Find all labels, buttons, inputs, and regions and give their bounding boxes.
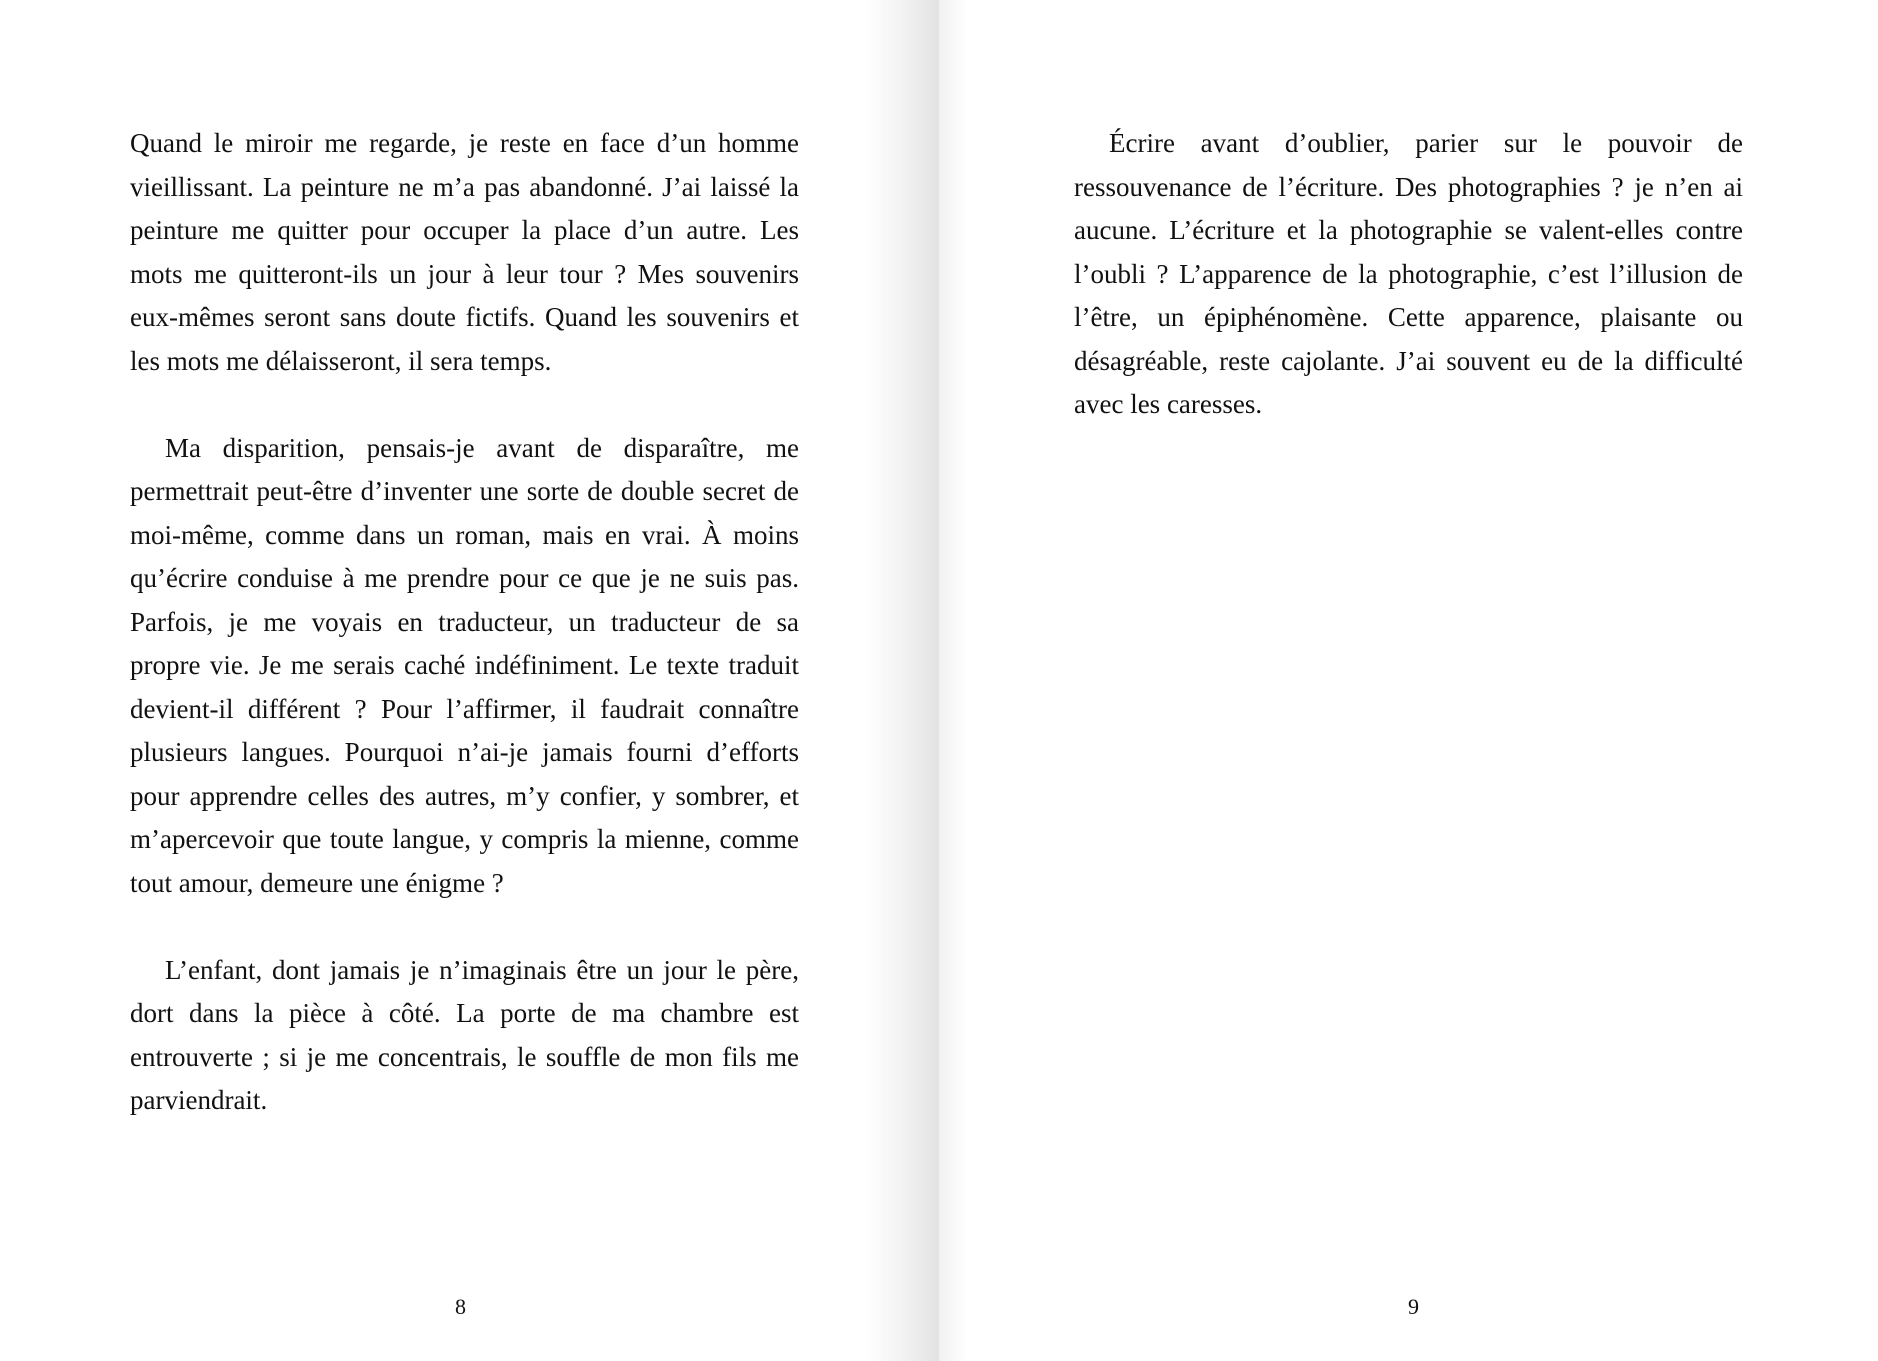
paragraph: Ma disparition, pensais-je avant de disparaître, me permettrait peut-être d’inventer une sorte de double secret de moi-même, comme dans un roman, mais en vrai. À moins qu’écrire conduise à me prendre pour ce que je ne suis pas. Parfois, je me voyais en traducteur, un traducteur de sa propre vie. Je me serais caché indéfiniment. Le texte traduit devient-il différent ? Pour l’affirmer, il faudrait connaître plusieurs langues. Pourquoi n’ai-je jamais fourni d’efforts pour apprendre celles des autres, m’y confier, y sombrer, et m’apercevoir que toute langue, y compris la mienne, comme tout amour, demeure une énigme ? [130, 432, 799, 898]
paragraph: Quand le miroir me regarde, je reste en face d’un homme vieillissant. La peinture ne m’a pas abandonné. J’ai laissé la peinture me quitter pour occuper la place d’un autre. Les mots me quitteront-ils un jour à leur tour ? Mes souvenirs eux-mêmes seront sans doute fictifs. Quand les souvenirs et les mots me délaisseront, il sera temps. [130, 128, 799, 376]
right-page-text [1074, 122, 1743, 427]
page-number: 9 [1408, 1294, 1419, 1319]
page-number: 8 [455, 1294, 466, 1319]
paragraph: Écrire avant d’oublier, parier sur le pouvoir de ressouvenance de l’écriture. Des photographies ? je n’en ai aucune. L’écriture et la photographie se valent-elles contre l’oubli ? L’apparence de la photographie, c’est l’illusion de l’être, un épiphénomène. Cette apparence, plaisante ou désagréable, reste cajolante. J’ai souvent eu de la difficulté avec les caresses. [1074, 128, 1743, 419]
left-page-text [130, 122, 799, 1123]
right-page [939, 0, 1878, 1361]
paragraph: L’enfant, dont jamais je n’imaginais être un jour le père, dort dans la pièce à côté. La porte de ma chambre est entrouverte ; si je me concentrais, le souffle de mon fils me parviendrait. [130, 954, 799, 1115]
